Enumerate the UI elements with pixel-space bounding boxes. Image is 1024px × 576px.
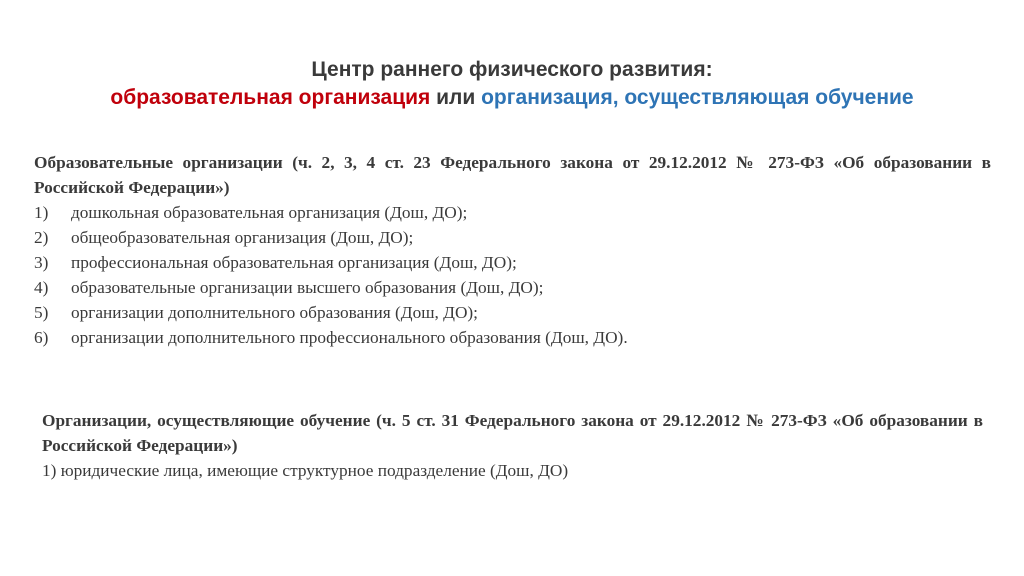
list-item [34,300,991,325]
list-item-text: дошкольная образовательная организация (Дош, ДО); [71,203,468,222]
list-item [34,225,991,250]
list-item-number: 1) [34,203,49,222]
title-line-2 [0,84,1024,112]
list-item-number: 3) [34,253,49,272]
list-item [34,325,991,350]
title-conjunction: или [430,86,482,109]
title-training-organization: организация, осуществляющая обучение [481,86,914,109]
list-item-number: 6) [34,328,49,347]
title-line-1: Центр раннего физического развития: [311,58,713,81]
list-item-text: образовательные организации высшего образования (Дош, ДО); [71,278,544,297]
list-item-number: 5) [34,303,49,322]
list-item-text: организации дополнительного профессионального образования (Дош, ДО). [71,328,628,347]
list-item: 1) юридические лица, имеющие структурное подразделение (Дош, ДО) [42,461,569,480]
list-item-number: 2) [34,228,49,247]
training-organizations-section [42,408,983,483]
list-item [34,200,991,225]
section-heading: Организации, осуществляющие обучение (ч. 5 ст. 31 Федерального закона от 29.12.2012 № 273-ФЗ «Об образовании в Российской Федерации») [42,411,983,455]
list-item [34,275,991,300]
educational-organizations-section [34,150,991,350]
list-item-text: общеобразовательная организация (Дош, ДО); [71,228,414,247]
slide-title [0,56,1024,112]
list-item [34,250,991,275]
list-item-number: 4) [34,278,49,297]
list-item-text: профессиональная образовательная организация (Дош, ДО); [71,253,517,272]
title-educational-organization: образовательная организация [110,86,431,109]
section-heading: Образовательные организации (ч. 2, 3, 4 ст. 23 Федерального закона от 29.12.2012 № 273-ФЗ «Об образовании в Российской Федерации») [34,153,991,197]
list-item-text: организации дополнительного образования (Дош, ДО); [71,303,478,322]
